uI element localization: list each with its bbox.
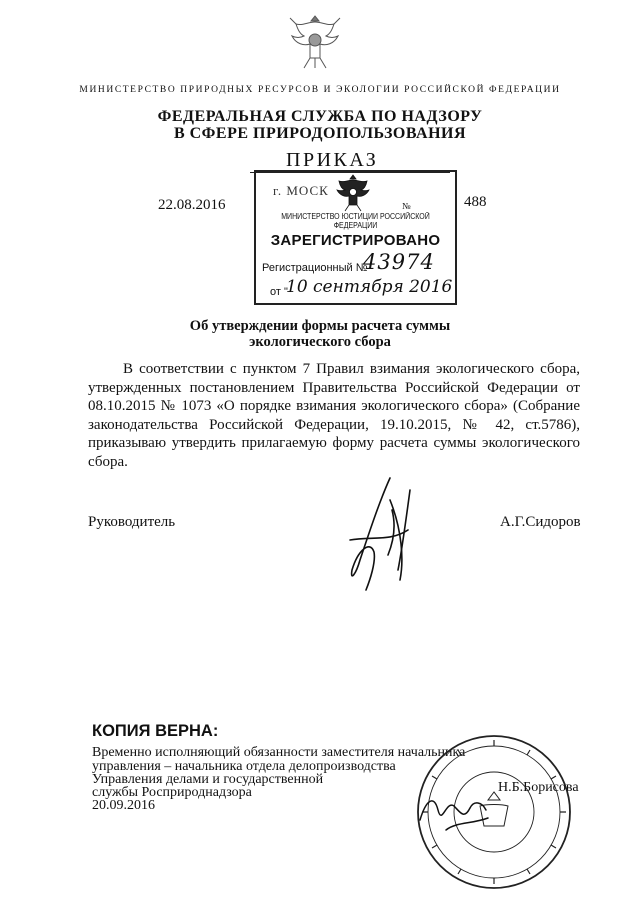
signatory-name: А.Г.Сидоров bbox=[500, 514, 581, 530]
ministry-name: МИНИСТЕРСТВО ПРИРОДНЫХ РЕСУРСОВ И ЭКОЛОГИИ РОССИЙСКОЙ ФЕДЕРАЦИИ bbox=[79, 85, 561, 95]
service-name-line2: В СФЕРЕ ПРИРОДОПОЛЬЗОВАНИЯ bbox=[173, 125, 467, 142]
copy-title: КОПИЯ ВЕРНА: bbox=[92, 722, 219, 740]
copy-date: 20.09.2016 bbox=[92, 798, 155, 813]
service-name-line1: ФЕДЕРАЛЬНАЯ СЛУЖБА ПО НАДЗОРУ bbox=[157, 108, 483, 125]
copy-line: Управления делами и государственной bbox=[92, 772, 324, 787]
copy-line: управления – начальника отдела делопроизводства bbox=[92, 759, 396, 774]
stamp-from-date: 10 сентября 2016 bbox=[286, 277, 453, 297]
double-headed-eagle-icon bbox=[334, 172, 372, 212]
subject-line1: Об утверждении формы расчета суммы bbox=[189, 318, 451, 334]
handwritten-signature bbox=[416, 780, 506, 840]
body-paragraph: В соответствии с пунктом 7 Правил взимания экологического сбора, утвержденных постановлением Правительства Российской Федерации от 08.10.2015 № 1073 «О порядке взимания экологического сбора» (Собрание законодательства Российской Федерации, 19.10.2015, № 42, ст.5786), приказываю утвердить прилагаемую форму расчета суммы экологического сбора. bbox=[88, 361, 580, 470]
order-city: г. МОСК bbox=[273, 183, 329, 198]
copy-line: службы Росприроднадзора bbox=[92, 785, 252, 800]
stamp-ministry: МИНИСТЕРСТВО ЮСТИЦИИ РОССИЙСКОЙ ФЕДЕРАЦИИ bbox=[281, 212, 430, 230]
order-number-label: № bbox=[402, 201, 411, 211]
copy-signatory-name: Н.Б.Борисова bbox=[498, 780, 579, 795]
handwritten-signature bbox=[330, 470, 450, 600]
order-title: ПРИКАЗ bbox=[286, 149, 379, 171]
copy-line: Временно исполняющий обязанности заместителя начальника bbox=[92, 745, 466, 760]
order-number: 488 bbox=[464, 194, 487, 210]
stamp-reg-label: Регистрационный № bbox=[262, 262, 368, 274]
double-headed-eagle-icon bbox=[282, 8, 348, 74]
stamp-from-label: от " bbox=[270, 286, 288, 298]
stamp-reg-number: 43974 bbox=[363, 250, 435, 274]
order-date: 22.08.2016 bbox=[158, 197, 226, 213]
subject-line2: экологического сбора bbox=[249, 334, 391, 350]
stamp-status: ЗАРЕГИСТРИРОВАНО bbox=[270, 232, 441, 249]
signatory-title: Руководитель bbox=[88, 514, 176, 530]
